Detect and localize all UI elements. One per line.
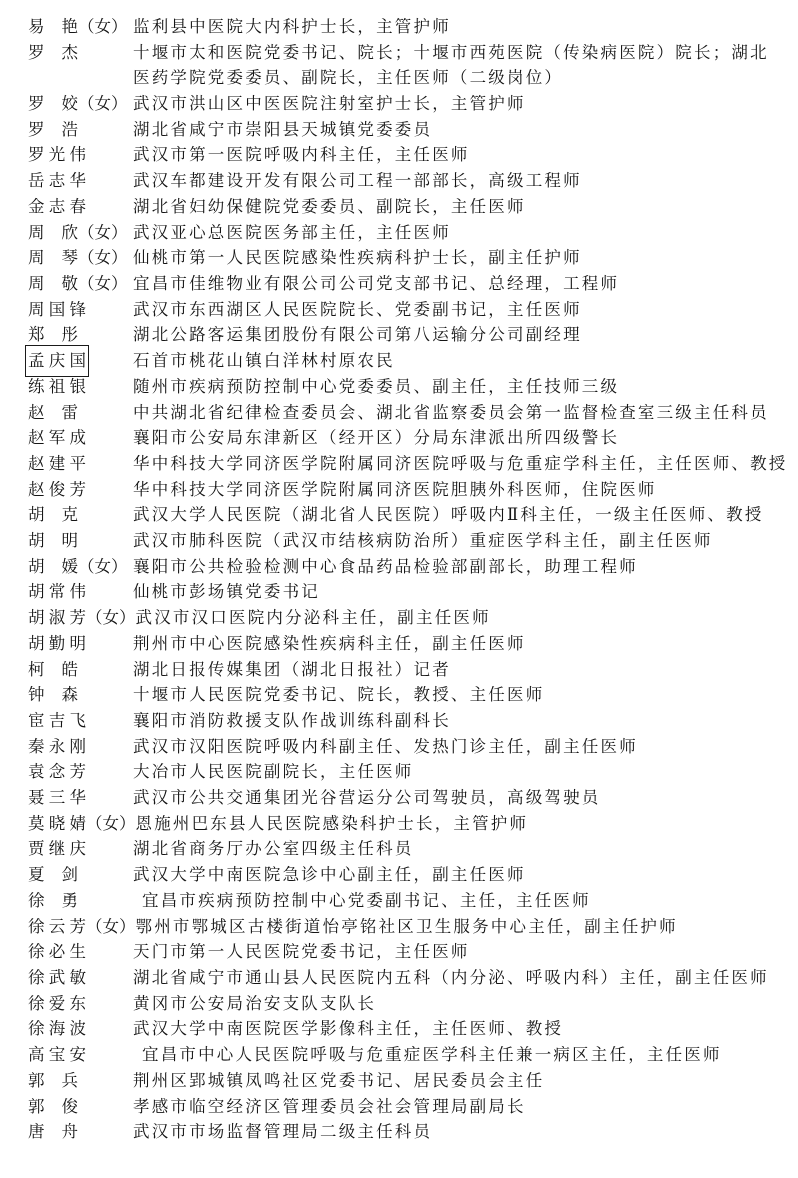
honoree-row	[28, 734, 790, 760]
description-line: 襄阳市消防救援支队作战训练科副科长	[133, 710, 451, 730]
honoree-description	[133, 1016, 790, 1042]
honoree-row	[28, 220, 790, 246]
description-line: 孝感市临空经济区管理委员会社会管理局副局长	[133, 1096, 526, 1116]
honoree-description	[133, 965, 790, 991]
honoree-row	[28, 1094, 790, 1120]
honoree-description	[133, 1042, 790, 1068]
honoree-description	[133, 682, 790, 708]
honoree-description	[136, 811, 791, 837]
honoree-name: 莫 晓 婧	[28, 813, 86, 833]
honoree-description	[133, 734, 790, 760]
honoree-row	[28, 554, 790, 580]
honoree-row	[28, 374, 790, 400]
honoree-row	[28, 245, 790, 271]
description-line: 医药学院党委委员、副院长，主任医师（二级岗位）	[133, 68, 564, 88]
description-line: 襄阳市公安局东津新区（经开区）分局东津派出所四级警长	[133, 428, 620, 448]
honoree-row	[28, 142, 790, 168]
name-block	[28, 554, 133, 580]
honoree-name: 郭 俊	[28, 1096, 78, 1116]
honoree-name: 宦 吉 飞	[28, 710, 86, 730]
honoree-description	[133, 502, 790, 528]
honoree-description	[133, 91, 790, 117]
honoree-description	[133, 168, 790, 194]
honoree-description	[133, 554, 790, 580]
description-line: 武汉大学中南医院急诊中心副主任，副主任医师	[133, 865, 526, 885]
name-block	[28, 734, 133, 760]
name-block	[28, 425, 133, 451]
description-line: 中共湖北省纪律检查委员会、湖北省监察委员会第一监督检查室三级主任科员	[133, 402, 769, 422]
honoree-row	[28, 502, 790, 528]
honoree-description	[133, 194, 790, 220]
honoree-description	[133, 142, 790, 168]
name-block	[28, 811, 136, 837]
honoree-description	[133, 117, 790, 143]
name-block	[28, 1016, 133, 1042]
description-line: 武汉市洪山区中医医院注射室护士长，主管护师	[133, 94, 526, 114]
honoree-name: 罗 浩	[28, 119, 78, 139]
name-block	[28, 991, 133, 1017]
honoree-description	[136, 914, 791, 940]
honoree-row	[28, 91, 790, 117]
name-block	[28, 322, 133, 348]
honoree-name: 胡 明	[28, 531, 78, 551]
honoree-row	[28, 631, 790, 657]
description-line: 黄冈市公安局治安支队支队长	[133, 993, 377, 1013]
honoree-row	[28, 194, 790, 220]
honoree-name: 夏 剑	[28, 865, 78, 885]
gender-marker: （女）	[86, 608, 136, 628]
highlighted-honoree-name: 孟 庆 国	[28, 348, 86, 374]
name-block	[28, 14, 133, 40]
description-line: 湖北省商务厅办公室四级主任科员	[133, 839, 414, 859]
name-block	[28, 939, 133, 965]
description-line: 武汉大学人民医院（湖北省人民医院）呼吸内Ⅱ科主任，一级主任医师、教授	[133, 505, 764, 525]
description-line: 鄂州市鄂城区古楼街道怡亭铭社区卫生服务中心主任，副主任护师	[135, 916, 678, 936]
description-line: 随州市疾病预防控制中心党委委员、副主任，主任技师三级	[133, 376, 620, 396]
honoree-name: 金 志 春	[28, 196, 86, 216]
honoree-row	[28, 579, 790, 605]
honoree-name: 周 欣	[28, 222, 78, 242]
honoree-description	[133, 374, 790, 400]
honoree-description	[136, 605, 791, 631]
honoree-description	[133, 477, 790, 503]
honoree-name: 徐 勇	[28, 890, 78, 910]
description-line: 监利县中医院大内科护士长，主管护师	[133, 17, 451, 36]
description-line: 石首市桃花山镇白洋林村原农民	[133, 351, 395, 371]
name-block	[28, 117, 133, 143]
description-line: 天门市第一人民医院党委书记，主任医师	[133, 942, 470, 962]
honoree-name: 徐 海 波	[28, 1019, 86, 1039]
honoree-description	[133, 425, 790, 451]
honoree-description	[133, 862, 790, 888]
description-line: 华中科技大学同济医学院附属同济医院呼吸与危重症学科主任，主任医师、教授	[133, 453, 788, 473]
honoree-name: 罗 杰	[28, 42, 78, 62]
honoree-description	[133, 1094, 790, 1120]
honoree-name: 周 敬	[28, 274, 78, 293]
honoree-row	[28, 1068, 790, 1094]
name-block	[28, 245, 133, 271]
honoree-row	[28, 40, 790, 91]
description-line: 大冶市人民医院副院长，主任医师	[133, 762, 414, 782]
honoree-name: 罗 姣	[28, 94, 78, 114]
honoree-name: 徐 爱 东	[28, 993, 86, 1013]
name-block	[28, 40, 133, 66]
honoree-row	[28, 605, 790, 631]
name-block	[28, 502, 133, 528]
honoree-description	[133, 528, 790, 554]
honoree-description	[133, 579, 790, 605]
honoree-row	[28, 117, 790, 143]
honoree-name: 贾 继 庆	[28, 839, 86, 859]
honoree-row	[28, 939, 790, 965]
honoree-name: 胡 淑 芳	[28, 608, 86, 628]
gender-marker: （女）	[78, 248, 128, 268]
description-line: 武汉市东西湖区人民医院院长、党委副书记，主任医师	[133, 299, 582, 319]
honoree-name: 柯 皓	[28, 659, 78, 679]
description-line: 华中科技大学同济医学院附属同济医院胆胰外科医师，住院医师	[133, 479, 657, 499]
honoree-description	[133, 939, 790, 965]
honoree-row	[28, 836, 790, 862]
gender-marker: （女）	[86, 916, 136, 936]
honoree-name: 易 艳	[28, 17, 78, 36]
honoree-name: 罗 光 伟	[28, 145, 86, 165]
honoree-row	[28, 451, 790, 477]
name-block	[28, 862, 133, 888]
honoree-name: 秦 永 刚	[28, 736, 86, 756]
honoree-row	[28, 965, 790, 991]
honoree-row	[28, 477, 790, 503]
honoree-row	[28, 297, 790, 323]
description-line: 武汉车都建设开发有限公司工程一部部长，高级工程师	[133, 171, 582, 191]
name-block	[28, 605, 136, 631]
honoree-description	[133, 1119, 790, 1145]
honoree-name: 徐 必 生	[28, 942, 86, 962]
description-line: 湖北省咸宁市崇阳县天城镇党委委员	[133, 119, 433, 139]
gender-marker: （女）	[86, 813, 136, 833]
name-block	[28, 451, 133, 477]
honoree-name: 胡 媛	[28, 556, 78, 576]
description-line: 武汉大学中南医院医学影像科主任，主任医师、教授	[133, 1019, 564, 1039]
name-block	[28, 528, 133, 554]
honoree-description	[133, 836, 790, 862]
description-line: 武汉市肺科医院（武汉市结核病防治所）重症医学科主任，副主任医师	[133, 531, 713, 551]
honoree-description	[133, 888, 790, 914]
honoree-name: 胡 常 伟	[28, 582, 86, 602]
honoree-row	[28, 914, 790, 940]
honoree-row	[28, 400, 790, 426]
description-line: 十堰市太和医院党委书记、院长；十堰市西苑医院（传染病医院）院长；湖北	[133, 42, 769, 62]
gender-marker: （女）	[78, 556, 128, 576]
honoree-description	[133, 759, 790, 785]
honoree-description	[133, 991, 790, 1017]
name-block	[28, 220, 133, 246]
honoree-description	[133, 40, 790, 91]
honoree-row	[28, 862, 790, 888]
honoree-name: 袁 念 芳	[28, 762, 86, 782]
honoree-row	[28, 14, 790, 40]
name-block	[28, 579, 133, 605]
honoree-row	[28, 1016, 790, 1042]
honoree-name: 周 琴	[28, 248, 78, 268]
name-block	[28, 682, 133, 708]
description-line: 仙桃市第一人民医院感染性疾病科护士长，副主任护师	[133, 248, 582, 268]
name-block	[28, 631, 133, 657]
description-line: 荆州区郢城镇凤鸣社区党委书记、居民委员会主任	[133, 1070, 545, 1090]
description-line: 武汉市第一医院呼吸内科主任，主任医师	[133, 145, 470, 165]
honoree-row	[28, 708, 790, 734]
honoree-row	[28, 528, 790, 554]
description-line: 武汉市汉阳医院呼吸内科副主任、发热门诊主任，副主任医师	[133, 736, 638, 756]
honoree-name: 高 宝 安	[28, 1045, 86, 1065]
description-line: 荆州市中心医院感染性疾病科主任，副主任医师	[133, 633, 526, 653]
description-line: 武汉市市场监督管理局二级主任科员	[133, 1122, 433, 1142]
honoree-row	[28, 682, 790, 708]
honoree-description	[133, 400, 790, 426]
honoree-description	[133, 785, 790, 811]
description-line: 武汉市汉口医院内分泌科主任，副主任医师	[135, 608, 491, 628]
honoree-description	[133, 657, 790, 683]
name-block	[28, 785, 133, 811]
description-line: 武汉市公共交通集团光谷营运分公司驾驶员，高级驾驶员	[133, 788, 601, 808]
name-block	[28, 657, 133, 683]
honoree-description	[133, 14, 790, 40]
honoree-row	[28, 348, 790, 374]
name-block	[28, 914, 136, 940]
honoree-description	[133, 245, 790, 271]
honoree-name: 徐 云 芳	[28, 916, 86, 936]
honoree-name: 练 祖 银	[28, 376, 86, 396]
honoree-row	[28, 322, 790, 348]
name-block	[28, 1068, 133, 1094]
name-block	[28, 168, 133, 194]
honoree-list	[28, 14, 790, 1145]
description-line: 仙桃市彭场镇党委书记	[133, 582, 320, 602]
honoree-row	[28, 811, 790, 837]
description-line: 湖北公路客运集团股份有限公司第八运输分公司副经理	[133, 325, 582, 345]
honoree-row	[28, 425, 790, 451]
name-block	[28, 1094, 133, 1120]
honoree-row	[28, 271, 790, 297]
gender-marker: （女）	[78, 274, 128, 293]
honoree-row	[28, 168, 790, 194]
name-block	[28, 194, 133, 220]
honoree-name: 赵 建 平	[28, 453, 86, 473]
description-line: 武汉亚心总医院医务部主任，主任医师	[133, 222, 451, 242]
honoree-name: 胡 克	[28, 505, 78, 525]
name-block	[28, 1119, 133, 1145]
honoree-description	[133, 631, 790, 657]
honoree-row	[28, 1119, 790, 1145]
name-block	[28, 271, 133, 297]
honoree-row	[28, 657, 790, 683]
honoree-description	[133, 271, 790, 297]
name-block	[28, 374, 133, 400]
honoree-row	[28, 991, 790, 1017]
description-line: 湖北日报传媒集团（湖北日报社）记者	[133, 659, 451, 679]
name-block	[28, 400, 133, 426]
gender-marker: （女）	[78, 94, 128, 114]
description-line: 襄阳市公共检验检测中心食品药品检验部副部长，助理工程师	[133, 556, 638, 576]
description-line: 十堰市人民医院党委书记、院长，教授、主任医师	[133, 685, 545, 705]
description-line: 恩施州巴东县人民医院感染科护士长，主管护师	[135, 813, 529, 833]
honoree-row	[28, 888, 790, 914]
name-block	[28, 297, 133, 323]
name-block	[28, 759, 133, 785]
honoree-row	[28, 785, 790, 811]
name-block	[28, 965, 133, 991]
honoree-row	[28, 1042, 790, 1068]
honoree-name: 聂 三 华	[28, 788, 86, 808]
name-block	[28, 348, 133, 374]
honoree-description	[133, 708, 790, 734]
honoree-description	[133, 1068, 790, 1094]
honoree-name: 岳 志 华	[28, 171, 86, 191]
honoree-name: 钟 森	[28, 685, 78, 705]
honoree-name: 郑 彤	[28, 325, 78, 345]
description-line: 湖北省咸宁市通山县人民医院内五科（内分泌、呼吸内科）主任，副主任医师	[133, 967, 769, 987]
name-block	[28, 836, 133, 862]
description-line: 宜昌市佳维物业有限公司公司党支部书记、总经理，工程师	[133, 274, 620, 293]
honoree-description	[133, 297, 790, 323]
honoree-name: 胡 勤 明	[28, 633, 86, 653]
gender-marker: （女）	[78, 222, 128, 242]
honoree-description	[133, 348, 790, 374]
honoree-description	[133, 451, 790, 477]
honoree-name: 徐 武 敏	[28, 967, 86, 987]
honoree-name: 赵 雷	[28, 402, 78, 422]
honoree-row	[28, 759, 790, 785]
gender-marker: （女）	[78, 17, 128, 36]
honoree-description	[133, 220, 790, 246]
description-line: 湖北省妇幼保健院党委委员、副院长，主任医师	[133, 196, 526, 216]
name-block	[28, 477, 133, 503]
honoree-name: 赵 俊 芳	[28, 479, 86, 499]
name-block	[28, 91, 133, 117]
description-line: 宜昌市中心人民医院呼吸与危重症医学科主任兼一病区主任，主任医师	[142, 1045, 722, 1065]
honoree-name: 赵 军 成	[28, 428, 86, 448]
description-line: 宜昌市疾病预防控制中心党委副书记、主任，主任医师	[142, 890, 591, 910]
name-block	[28, 888, 133, 914]
honoree-description	[133, 322, 790, 348]
honoree-name: 唐 舟	[28, 1122, 78, 1142]
name-block	[28, 708, 133, 734]
honoree-name: 周 国 锋	[28, 299, 86, 319]
honoree-name: 郭 兵	[28, 1070, 78, 1090]
name-block	[28, 142, 133, 168]
name-block	[28, 1042, 133, 1068]
